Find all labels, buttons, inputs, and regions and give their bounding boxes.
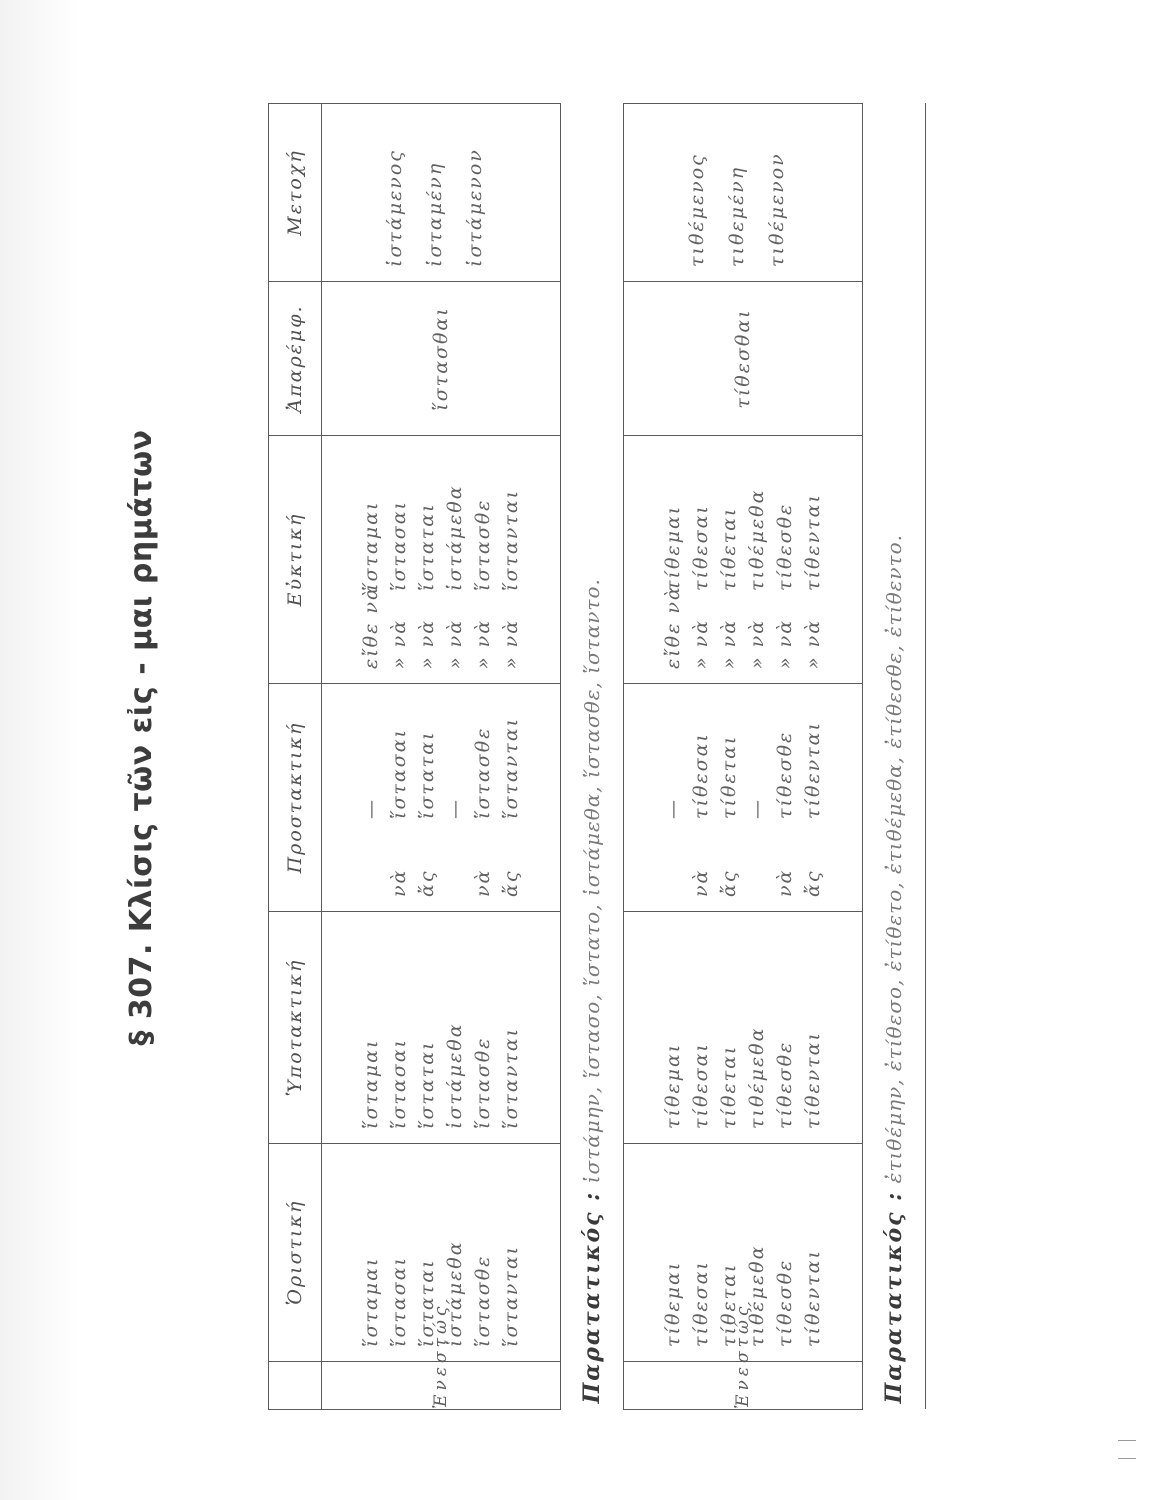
form-line	[771, 450, 799, 669]
form: τίθεται	[718, 1262, 740, 1347]
header-voice	[269, 1362, 322, 1410]
header-optative: Εὐκτική	[269, 436, 322, 684]
form-line	[441, 450, 469, 669]
imperfect-forms: ἐτιθέμην, ἐτίθεσο, ἐτίθετο, ἐτιθέμεθα, ἐτίθεσθε, ἐτίθεντο.	[882, 534, 906, 1184]
imperfect-forms: ἱστάμην, ἵστασο, ἵστατο, ἱστάμεθα, ἵστασθε, ἵσταντο.	[580, 578, 604, 1184]
form: ἵσταται	[416, 1040, 438, 1129]
particle: » νὰ	[388, 618, 410, 669]
voice-label: Ἐνεστώς	[624, 1362, 863, 1410]
form: τίθεσαι	[690, 732, 712, 819]
form: ἵστανται	[500, 1026, 522, 1129]
form: τιθέμεθα	[746, 488, 768, 591]
form: τιθέμεθα	[746, 1026, 768, 1129]
form: τίθεσθε	[774, 1040, 796, 1129]
particle: » νὰ	[774, 618, 796, 669]
form-line	[771, 698, 799, 897]
form-line	[687, 450, 715, 669]
form: ἵσταμαι	[360, 1256, 382, 1347]
particle: » νὰ	[802, 618, 824, 669]
form: ἵσταται	[416, 502, 438, 591]
page-title: § 307. Κλίσις τῶν εἰς - μαι ρημάτων	[124, 429, 159, 1046]
form: ἵστασαι	[388, 1255, 410, 1347]
form: ἱσταμένη	[424, 161, 446, 267]
form-line	[357, 450, 385, 669]
form: τιθέμενον	[766, 152, 788, 267]
form: τίθεσαι	[690, 1042, 712, 1129]
verb1-row	[322, 104, 561, 1410]
form: ἵστανται	[500, 488, 522, 591]
header-row	[269, 104, 322, 1410]
particle: ἄς	[416, 869, 438, 897]
form-line	[799, 450, 827, 669]
particle: ἄς	[802, 869, 824, 897]
particle: νὰ	[388, 868, 410, 897]
header-indicative: Ὁριστική	[269, 1144, 322, 1362]
form-line	[441, 698, 469, 897]
form-line	[469, 698, 497, 897]
form: ἱστάμενον	[464, 148, 486, 267]
form: τίθεσθε	[774, 1258, 796, 1347]
particle: ἄς	[718, 869, 740, 897]
form-line	[497, 450, 525, 669]
form: —	[360, 798, 382, 819]
header-infinitive: Ἀπαρέμφ.	[269, 282, 322, 436]
form: ἱστάμεθα	[444, 1022, 466, 1129]
form: —	[746, 798, 768, 819]
particle: » νὰ	[690, 618, 712, 669]
form: ἵστασαι	[388, 1037, 410, 1129]
verb2-participle	[624, 104, 863, 282]
particle: » νὰ	[746, 618, 768, 669]
particle: νὰ	[690, 868, 712, 897]
form: ἱστάμεθα	[444, 484, 466, 591]
form: ἵστασαι	[388, 727, 410, 819]
form: τίθενται	[802, 721, 824, 819]
form-line	[385, 698, 413, 897]
form: τίθεται	[718, 506, 740, 591]
particle: εἴθε νὰ	[662, 585, 684, 669]
form: τίθενται	[802, 493, 824, 591]
conjugation-table	[268, 103, 926, 1410]
verb1-optative	[322, 436, 561, 684]
form: —	[662, 798, 684, 819]
verb2-infinitive: τίθεσθαι	[624, 282, 863, 436]
form: τιθέμεθα	[746, 1244, 768, 1347]
form: τίθεσαι	[690, 504, 712, 591]
rotated-page	[90, 65, 1110, 1410]
particle: » νὰ	[416, 618, 438, 669]
verb2-indicative	[624, 1144, 863, 1362]
voice-label: Ἐνεστώς	[322, 1362, 561, 1410]
form-line	[715, 698, 743, 897]
form-line	[715, 450, 743, 669]
form: ἵσταται	[416, 730, 438, 819]
imperfect-label: Παρατατικός :	[881, 1190, 907, 1404]
verb2-subjunctive	[624, 912, 863, 1144]
form-line	[469, 450, 497, 669]
form-line	[413, 698, 441, 897]
form: τίθενται	[802, 1249, 824, 1347]
verb2-imperative	[624, 684, 863, 912]
particle: εἴθε νὰ	[360, 585, 382, 669]
form: τίθεται	[718, 1044, 740, 1129]
form-line	[357, 698, 385, 897]
imperfect-label: Παρατατικός :	[579, 1190, 605, 1404]
form: —	[444, 798, 466, 819]
verb1-subjunctive	[322, 912, 561, 1144]
form: ἵστασθε	[472, 726, 494, 819]
form: τίθενται	[802, 1031, 824, 1129]
form-line	[743, 450, 771, 669]
particle: ἄς	[500, 869, 522, 897]
scan-mark	[1118, 1458, 1136, 1459]
form: ἱστάμεθα	[444, 1240, 466, 1347]
verb1-participle	[322, 104, 561, 282]
verb1-imperative	[322, 684, 561, 912]
particle: » νὰ	[500, 618, 522, 669]
form: τιθέμενος	[686, 153, 708, 267]
form: τίθεμαι	[662, 504, 684, 591]
verb1-imperfect-row	[561, 104, 624, 1410]
form-line	[385, 450, 413, 669]
form: ἵσταμαι	[360, 1038, 382, 1129]
form: τίθεσαι	[690, 1260, 712, 1347]
verb1-indicative	[322, 1144, 561, 1362]
header-subjunctive: Ὑποτακτική	[269, 912, 322, 1144]
header-participle: Μετοχή	[269, 104, 322, 282]
scan-mark	[1118, 1440, 1136, 1441]
form: τίθεσθε	[774, 502, 796, 591]
verb2-optative	[624, 436, 863, 684]
verb2-imperfect-note	[863, 104, 926, 1410]
verb2-row	[624, 104, 863, 1410]
particle: » νὰ	[444, 618, 466, 669]
verb2-imperfect-row	[863, 104, 926, 1410]
form: τίθεμαι	[662, 1042, 684, 1129]
form: ἵστασθε	[472, 1036, 494, 1129]
form-line	[799, 698, 827, 897]
verb1-imperfect-note	[561, 104, 624, 1410]
form-line	[687, 698, 715, 897]
verb1-infinitive: ἵστασθαι	[322, 282, 561, 436]
form-line	[659, 698, 687, 897]
form: τίθεσθε	[774, 730, 796, 819]
form: ἵστασαι	[388, 499, 410, 591]
form: τιθεμένη	[726, 165, 748, 267]
form-line	[497, 698, 525, 897]
form: τίθεται	[718, 734, 740, 819]
form: ἱστάμενος	[384, 149, 406, 267]
form: ἵσταται	[416, 1258, 438, 1347]
form: ἵστανται	[500, 1244, 522, 1347]
form-line	[743, 698, 771, 897]
scan-shadow	[0, 0, 80, 1500]
form-line	[659, 450, 687, 669]
form: ἵσταμαι	[360, 500, 382, 591]
form-line	[413, 450, 441, 669]
particle: νὰ	[472, 868, 494, 897]
form: τίθεμαι	[662, 1260, 684, 1347]
header-imperative: Προστακτική	[269, 684, 322, 912]
particle: νὰ	[774, 868, 796, 897]
form: ἵστασθε	[472, 1254, 494, 1347]
form: ἵστανται	[500, 716, 522, 819]
particle: » νὰ	[472, 618, 494, 669]
particle: » νὰ	[718, 618, 740, 669]
form: ἵστασθε	[472, 498, 494, 591]
